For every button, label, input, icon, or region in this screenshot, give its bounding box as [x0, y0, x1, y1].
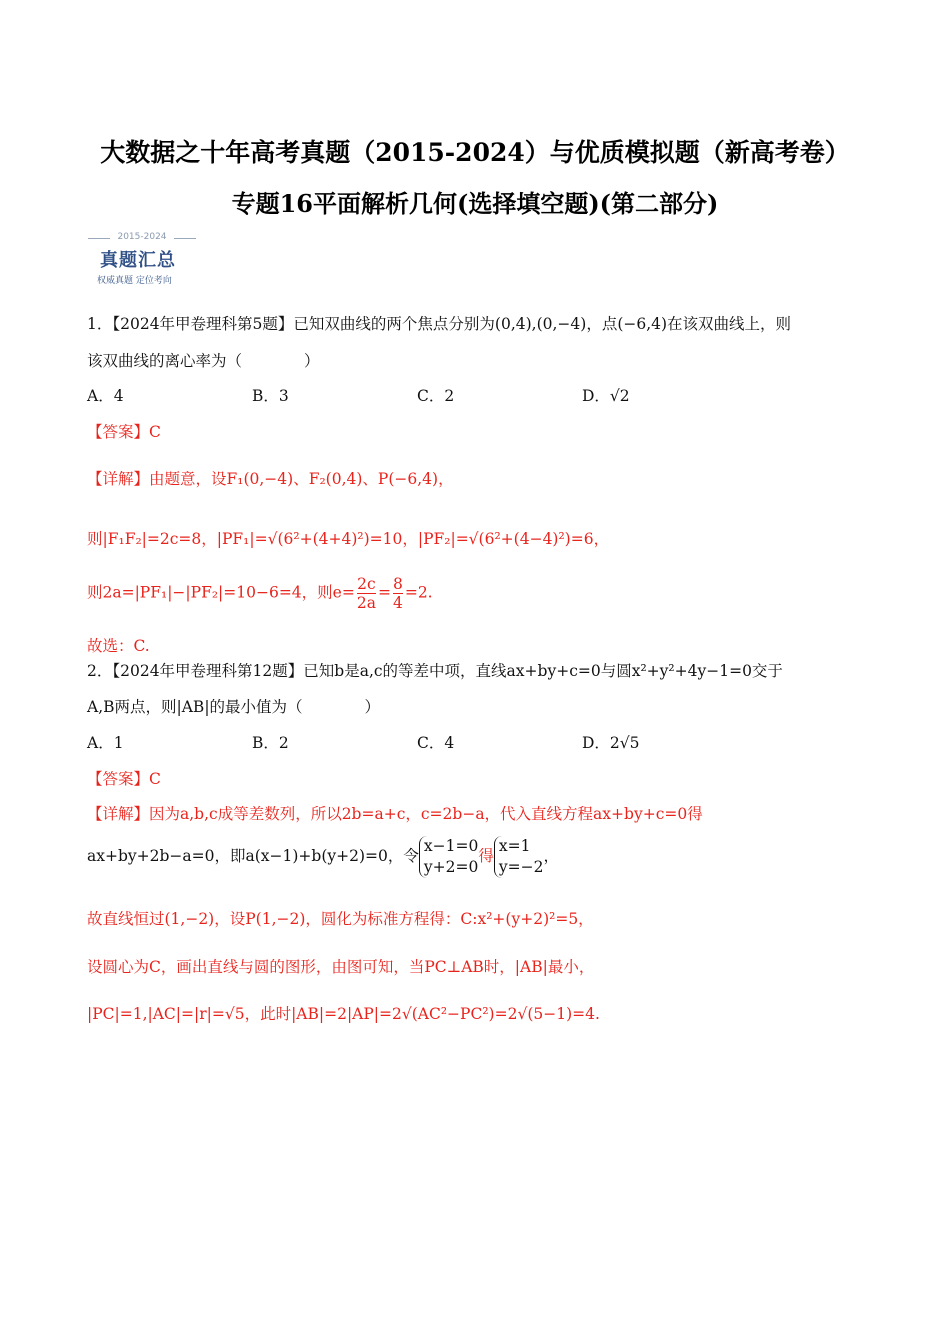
q2-calc1-de: 得 [478, 847, 494, 865]
q1-calc-line1: 则|F₁F₂|=2c=8，|PF₁|=√(6²+(4+4)²)=10，|PF₂|=√(6²+(4−4)²)=6， [87, 530, 610, 548]
q2-stem-line2: A,B两点，则|AB|的最小值为（ ） [87, 698, 381, 716]
system-row: y+2=0 [423, 858, 479, 876]
q1-option-c: C．2 [417, 387, 455, 405]
q1-calc2-result: =2. [404, 583, 433, 602]
system-row: x=1 [498, 837, 531, 855]
logo-sub-text: 权威真题 定位考向 [97, 276, 172, 286]
q2-stem-line1: 2．【2024年甲卷理科第12题】已知b是a,c的等差中项，直线ax+by+c=0与圆x²+y²+4y−1=0交于 [87, 662, 783, 680]
logo-years: 2015-2024 [88, 232, 196, 242]
q2-calc1-text: ax+by+2b−a=0，即a(x−1)+b(y+2)=0，令 [87, 847, 419, 865]
q2-calc-line3: 设圆心为C，画出直线与圆的图形，由图可知，当PC⊥AB时，|AB|最小， [87, 958, 595, 976]
fraction-denominator: 2a [356, 594, 376, 612]
q1-answer: 【答案】C [87, 423, 161, 441]
q2-option-d: D．2√5 [582, 734, 640, 752]
q2-calc-line4: |PC|=1,|AC|=|r|=√5，此时|AB|=2|AP|=2√(AC²−PC²)=2√(5−1)=4. [87, 1005, 600, 1023]
q1-calc-line2: 则2a=|PF₁|−|PF₂|=10−6=4，则e= $\frac{2c}{2a}$ = $\frac{8}{4}$ =2. [87, 575, 433, 612]
topic-subtitle: 专题16平面解析几何(选择填空题)(第二部分) [231, 189, 719, 218]
equation-system-2 [494, 836, 544, 878]
q1-option-a: A．4 [87, 387, 124, 405]
q1-option-d: D．√2 [582, 387, 630, 405]
q1-stem-line2: 该双曲线的离心率为（ ） [87, 352, 320, 370]
fraction-2c-over-2a [357, 575, 376, 612]
q1-stem-line1: 1．【2024年甲卷理科第5题】已知双曲线的两个焦点分别为(0,4),(0,−4)，点(−6,4)在该双曲线上，则 [87, 315, 792, 333]
q2-calc-line1 [87, 836, 559, 878]
system-row: x−1=0 [423, 837, 479, 855]
system-row: y=−2 [498, 858, 544, 876]
q2-option-b: B．2 [252, 734, 289, 752]
q2-calc1-end: ， [543, 847, 559, 865]
fraction-denominator: 4 [392, 594, 403, 612]
q1-option-b: B．3 [252, 387, 289, 405]
q2-answer: 【答案】C [87, 770, 161, 788]
q2-option-c: C．4 [417, 734, 455, 752]
q2-option-a: A．1 [87, 734, 124, 752]
equation-system-1 [419, 836, 478, 878]
q1-conclusion: 故选：C. [87, 637, 150, 655]
q2-calc-line2: 故直线恒过(1,−2)，设P(1,−2)，圆化为标准方程得：C:x²+(y+2)²=5， [87, 910, 594, 928]
fraction-numerator: 8 [392, 575, 403, 593]
fraction-8-over-4 [393, 575, 403, 612]
section-logo [88, 232, 198, 288]
page-title: 大数据之十年高考真题（2015-2024）与优质模拟题（新高考卷） [100, 138, 850, 167]
q1-calc2-text: 则2a=|PF₁|−|PF₂|=10−6=4，则e= [87, 583, 355, 602]
fraction-numerator: 2c [357, 575, 376, 593]
q1-detail: 【详解】由题意，设F₁(0,−4)、F₂(0,4)、P(−6,4)， [87, 470, 454, 488]
logo-main-text: 真题汇总 [100, 250, 176, 271]
q2-detail: 【详解】因为a,b,c成等差数列，所以2b=a+c，c=2b−a，代入直线方程ax+by+c=0得 [87, 805, 703, 823]
